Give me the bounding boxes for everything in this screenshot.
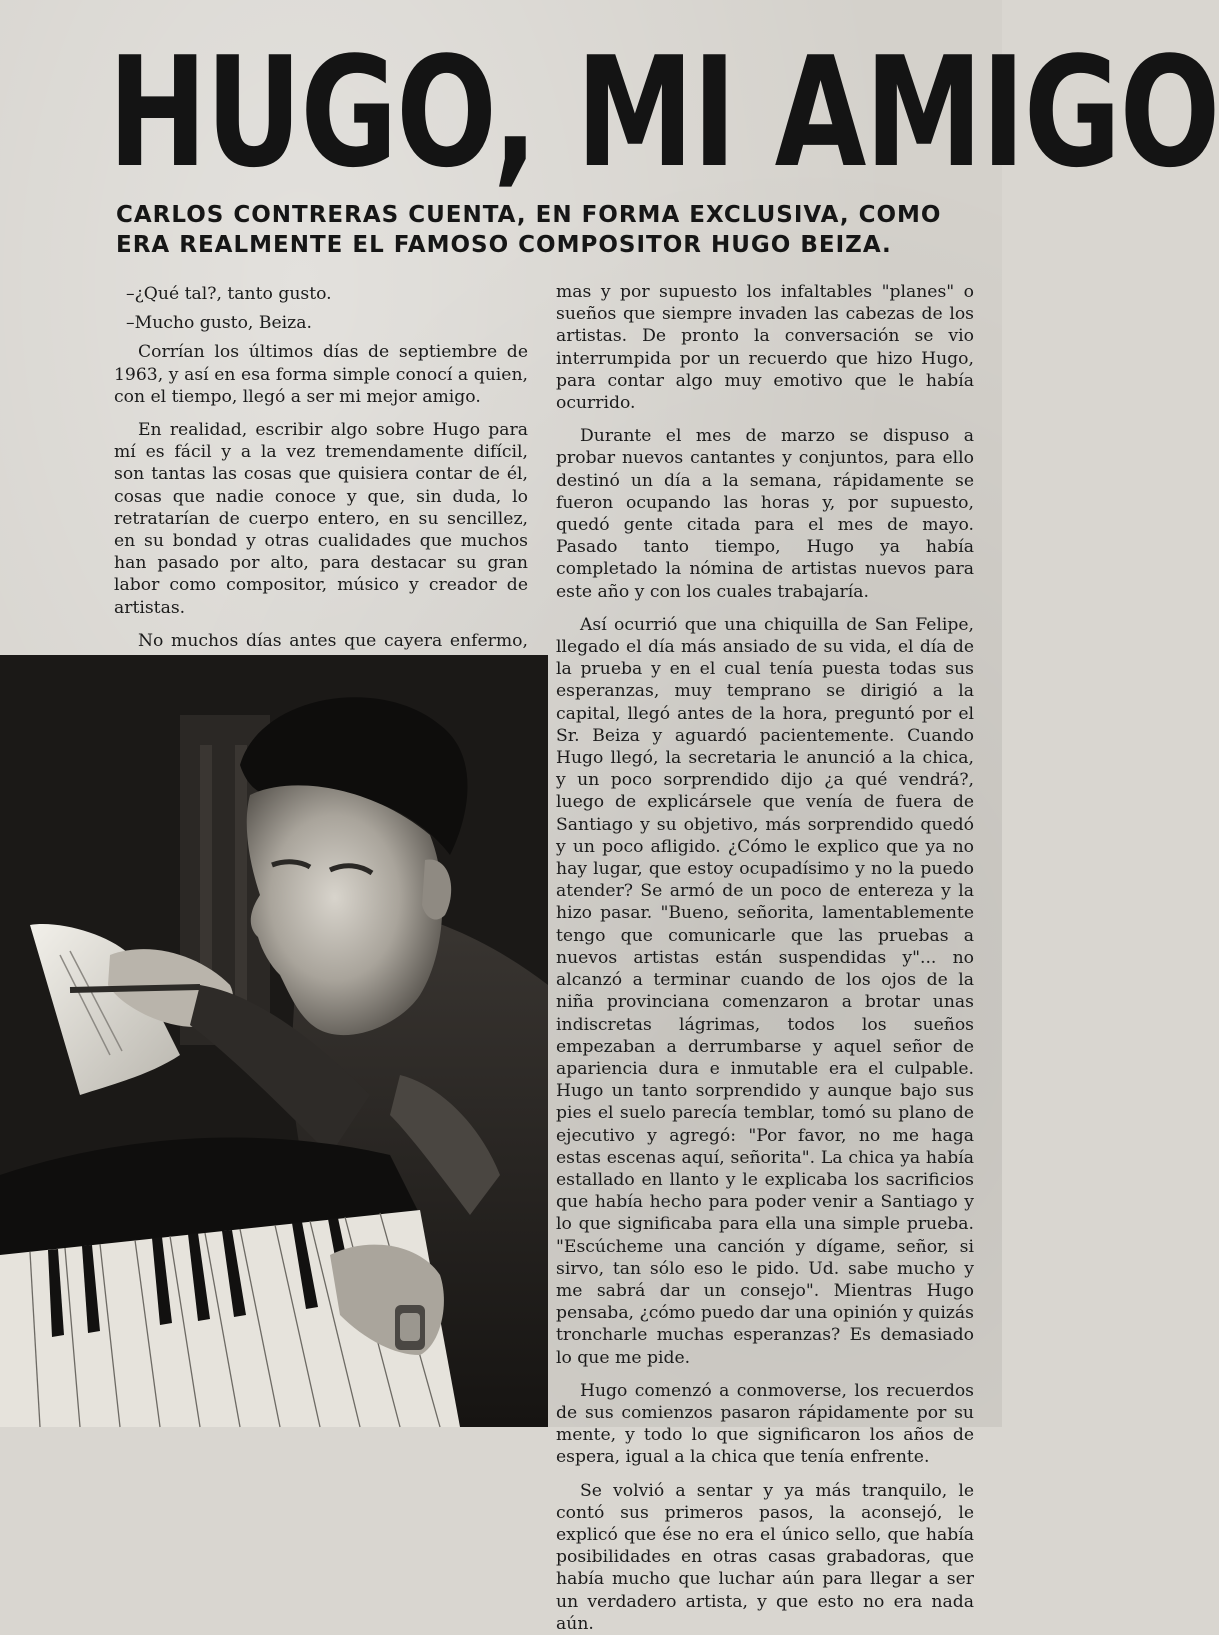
paragraph: En realidad, escribir algo sobre Hugo para mí es fácil y a la vez tremendamente difícil, son tantas las cosas que quisiera contar de él, cosas que nadie conoce y que, sin duda, lo retratarían de cuerpo entero, en su sencillez, en su bondad y otras cualidades que muchos han pasado por alto, para destacar su gran labor como compositor, músico y creador de artistas. [114, 420, 528, 618]
headline: HUGO, MI AMIGO [108, 24, 1219, 201]
article-column-right [556, 281, 974, 1634]
paragraph: Durante el mes de marzo se dispuso a probar nuevos cantantes y conjuntos, para ello destinó un día a la semana, rápidamente se fueron ocupando las horas y, por supuesto, quedó gente citada para el mes de mayo. Pasado tanto tiempo, Hugo ya había completado la nómina de artistas nuevos para este año y con los cuales trabajaría. [556, 426, 974, 602]
paragraph: Hugo comenzó a conmoverse, los recuerdos de sus comienzos pasaron rápidamente por su mente, y todo lo que significaron los años de espera, igual a la chica que tenía enfrente. [556, 1380, 974, 1468]
dialog-line: –¿Qué tal?, tanto gusto. [126, 284, 332, 304]
photo-composer-at-piano [0, 655, 548, 1427]
article-column-left [114, 283, 528, 653]
paragraph: Así ocurrió que una chiquilla de San Felipe, llegado el día más ansiado de su vida, el día de la prueba y en el cual tenía puesta todas sus esperanzas, muy temprano se dirigió a la capital, llegó antes de la hora, preguntó por el Sr. Beiza y aguardó pacientemente. Cuando Hugo llegó, la secretaria le anunció a la chica, y un poco sorprendido dijo ¿a qué vendrá?, luego de explicársele que venía de fuera de Santiago y su objetivo, más sorprendido quedó y un poco afligido. ¿Cómo le explico que ya no hay lugar, que estoy ocupadísimo y no la puedo atender? Se armó de un poco de entereza y la hizo pasar. "Bueno, señorita, lamentablemente tengo que comunicarle que las pruebas a nuevos artistas están suspendidas y"... no alcanzó a terminar cuando de los ojos de la niña provinciana comenzaron a brotar unas indiscretas lágrimas, todos los sueños empezaban a derrumbarse y aquel señor de apariencia dura e inmutable era el culpable. Hugo un tanto sorprendido y aunque bajo sus pies el suelo parecía temblar, tomó su plano de ejecutivo y agregó: "Por favor, no me haga estas escenas aquí, señorita". La chica ya había estallado en llanto y le explicaba los sacrificios que había hecho para poder venir a Santiago y lo que significaba para ella una simple prueba. "Escúcheme una canción y dígame, señor, si sirvo, tan sólo eso le pido. Ud. sabe mucho y me sabrá dar un consejo". Mientras Hugo pensaba, ¿cómo puedo dar una opinión y quizás troncharle muchas esperanzas? Es demasiado lo que me pide. [556, 614, 974, 1368]
paragraph: Corrían los últimos días de septiembre de 1963, y así en esa forma simple conocí a quien, con el tiempo, llegó a ser mi mejor amigo. [114, 342, 528, 407]
paragraph: No muchos días antes que cayera enfermo, [138, 630, 528, 651]
subheadline: CARLOS CONTRERAS CUENTA, EN FORMA EXCLUSIVA, COMO ERA REALMENTE EL FAMOSO COMPOSITOR HUGO BEIZA. [116, 202, 942, 258]
dialog-line: –Mucho gusto, Beiza. [126, 313, 312, 334]
paragraph: Se volvió a sentar y ya más tranquilo, le contó sus primeros pasos, la aconsejó, le explicó que ése no era el único sello, que había posibilidades en otras casas grabadoras, que había mucho que luchar aún para llegar a ser un verdadero artista, y que esto no era nada aún. [556, 1480, 974, 1634]
paragraph: mas y por supuesto los infaltables "planes" o sueños que siempre invaden las cabezas de los artistas. De pronto la conversación se vio interrumpida por un recuerdo que hizo Hugo, para contar algo muy emotivo que le había ocurrido. [556, 282, 974, 414]
photo-image [0, 655, 548, 1427]
